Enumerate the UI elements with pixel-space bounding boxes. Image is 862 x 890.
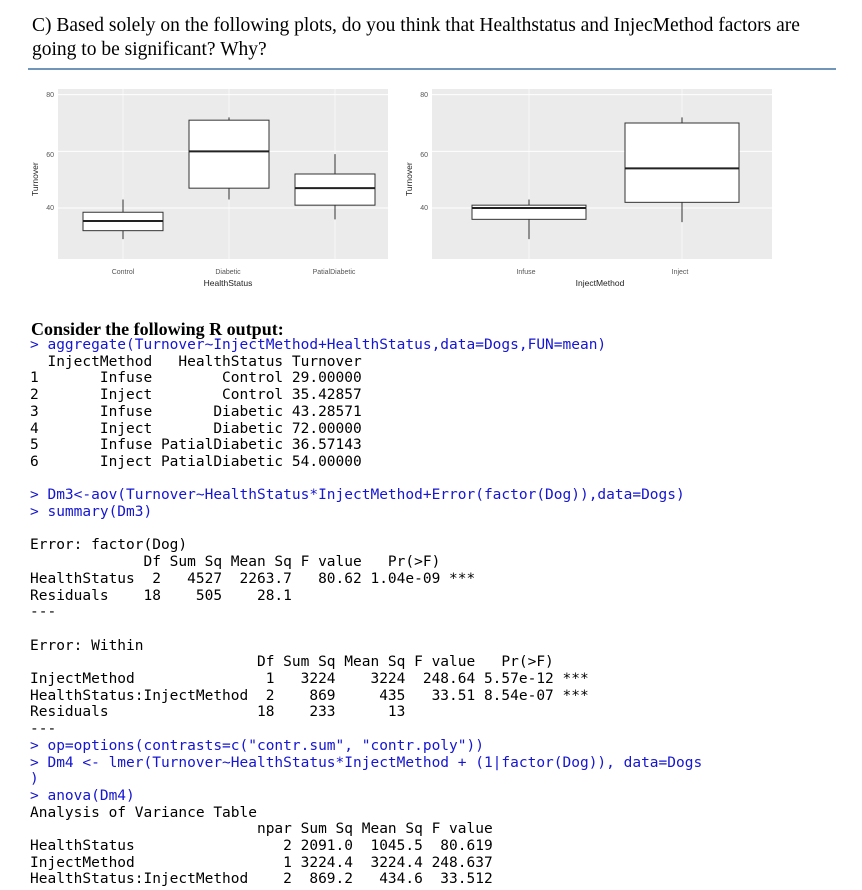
- injectmethod-boxplot: [400, 86, 775, 296]
- box-control: [83, 200, 163, 240]
- box-body: [295, 174, 375, 205]
- box-patialdiabetic: [295, 154, 375, 219]
- output-line: 2 Inject Control 35.42857: [30, 387, 362, 404]
- output-line: 3 Infuse Diabetic 43.28571: [30, 403, 362, 420]
- output-line: > aggregate(Turnover~InjectMethod+HealthStatus,data=Dogs,FUN=mean): [30, 337, 607, 353]
- output-line: Analysis of Variance Table: [30, 804, 257, 821]
- output-line: HealthStatus:InjectMethod 2 869.2 434.6 33.512: [30, 871, 493, 888]
- healthstatus-boxplot: [28, 86, 390, 296]
- x-tick-label: Control: [111, 269, 135, 276]
- output-line: > op=options(contrasts=c("contr.sum", "contr.poly")): [30, 737, 484, 754]
- output-line: HealthStatus 2 2091.0 1045.5 80.619: [30, 838, 493, 854]
- box-infuse: [472, 200, 586, 240]
- boxplot-canvas: [432, 89, 772, 259]
- plot-panel: [432, 89, 772, 259]
- consider-heading: Consider the following R output:: [31, 319, 284, 339]
- output-line: > anova(Dm4): [30, 787, 135, 804]
- y-tick-label: 40: [46, 205, 54, 212]
- output-line: HealthStatus 2 4527 2263.7 80.62 1.04e-09 ***: [30, 570, 476, 587]
- divider: [28, 68, 836, 70]
- y-tick-label: 80: [46, 92, 54, 99]
- y-tick-label: 60: [420, 152, 428, 159]
- y-axis-label: Turnover: [404, 162, 414, 196]
- output-line: Df Sum Sq Mean Sq F value Pr(>F): [30, 654, 589, 671]
- y-tick-label: 80: [420, 92, 428, 99]
- output-line: ---: [30, 721, 57, 738]
- output-line: InjectMethod 1 3224.4 3224.4 248.637: [30, 854, 493, 871]
- output-line: > Dm3<-aov(Turnover~HealthStatus*InjectMethod+Error(factor(Dog)),data=Dogs): [30, 487, 685, 504]
- output-line: ): [30, 771, 39, 788]
- plot-panel: [58, 89, 388, 259]
- x-axis-label: InjectMethod: [575, 278, 625, 288]
- output-line: 4 Inject Diabetic 72.00000: [30, 420, 362, 437]
- box-body: [189, 120, 269, 188]
- output-line: InjectMethod HealthStatus Turnover: [30, 353, 362, 370]
- output-line: Error: factor(Dog): [30, 537, 188, 554]
- output-line: Residuals 18 505 28.1: [30, 587, 458, 604]
- output-line: Error: Within: [30, 637, 144, 654]
- output-line: Df Sum Sq Mean Sq F value Pr(>F): [30, 554, 476, 571]
- y-tick-label: 60: [46, 152, 54, 159]
- output-line: 6 Inject PatialDiabetic 54.00000: [30, 453, 362, 470]
- boxplot-canvas: [58, 89, 388, 259]
- output-line: > summary(Dm3): [30, 504, 153, 520]
- output-line: > Dm4 <- lmer(Turnover~HealthStatus*InjectMethod + (1|factor(Dog)), data=Dogs: [30, 754, 703, 771]
- x-tick-label: Inject: [671, 269, 689, 276]
- output-line: HealthStatus:InjectMethod 2 869 435 33.51 8.54e-07 ***: [30, 687, 589, 704]
- x-tick-label: Diabetic: [215, 269, 241, 276]
- output-line: npar Sum Sq Mean Sq F value: [30, 821, 493, 838]
- question-text: C) Based solely on the following plots, do you think that Healthstatus and InjecMethod factors are going to be significant? Why?: [32, 15, 800, 60]
- y-tick-label: 40: [420, 205, 428, 212]
- box-diabetic: [189, 117, 269, 199]
- x-tick-label: PatialDiabetic: [312, 269, 356, 276]
- x-tick-label: Infuse: [516, 269, 536, 276]
- output-line: 5 Infuse PatialDiabetic 36.57143: [30, 437, 362, 454]
- output-line: Residuals 18 233 13: [30, 704, 572, 721]
- box-inject: [625, 117, 739, 222]
- y-axis-label: Turnover: [30, 162, 40, 196]
- box-body: [625, 123, 739, 202]
- output-line: InjectMethod 1 3224 3224 248.64 5.57e-12 ***: [30, 671, 589, 687]
- output-line: 1 Infuse Control 29.00000: [30, 370, 362, 387]
- output-line: ---: [30, 604, 57, 621]
- x-axis-label: HealthStatus: [203, 278, 253, 288]
